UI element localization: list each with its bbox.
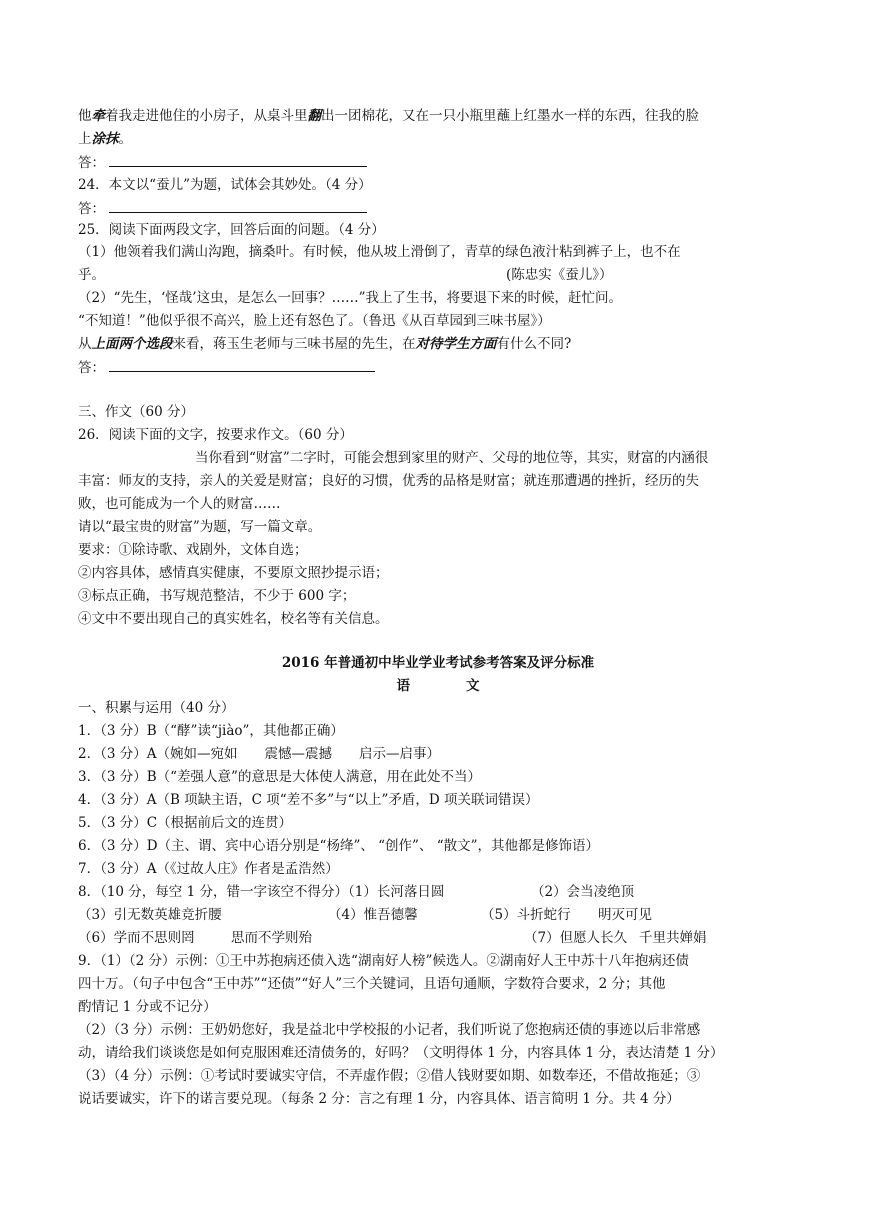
subject-char-2: 文 [466,678,480,694]
answer-line[interactable] [109,152,367,167]
q23-quote-line1 [78,106,699,126]
q25-prompt-b: 来看，蒋玉生老师与三味书屋的先生，在 [172,336,416,352]
answer-8-item-7b: 千里共婵娟 [639,930,707,946]
essay-material-line1: 当你看到“财富”二字时，可能会想到家里的财产、父母的地位等，其实，财富的内涵很 [195,450,709,466]
essay-requirement-3: ③标点正确，书写规范整洁，不少于 600 字； [78,588,356,604]
answer-7: 7．（3 分）A（《过故人庄》作者是孟浩然） [78,861,339,877]
answer-2: 2．（3 分）A（婉如—宛如 震憾—震撼 启示—启事） [78,746,440,762]
answers-part1-heading: 一、积累与运用（40 分） [78,700,235,716]
q25-passage1-line1: （1）他领着我们满山沟跑，摘桑叶。有时候，他从坡上滑倒了，青草的绿色液汁粘到裤子上，也不在 [78,244,681,260]
q25-passage1-source: (陈忠实《蚕儿》） [506,267,613,283]
answer-8-head: 8．（10 分，每空 1 分，错一字该空不得分）（1）长河落日圆 [78,884,445,900]
q24-answer-row [78,198,367,219]
essay-requirement-2: ②内容具体，感情真实健康，不要原文照抄提示语； [78,565,389,581]
q23-emph-3: 涂抹 [91,131,119,147]
q25-prompt-emph-2: 对待学生方面 [415,336,497,352]
answer-label: 答： [78,155,105,171]
essay-requirement-4: ④文中不要出现自己的真实姓名，校名等有关信息。 [78,611,389,627]
answer-8-item-5a: （5）斗折蛇行 [481,907,571,923]
answer-9-line2: 四十万。（句子中包含“王中苏”“还债”“好人”三个关键词，且语句通顺，字数符合要求，2 分；其他 [78,976,666,992]
q25-question: 25．阅读下面两段文字，回答后面的问题。（4 分） [78,222,385,238]
answer-1: 1．（3 分）B（“酵”读“jiào”，其他都正确） [78,723,344,739]
q23-text-a: 他 [78,108,92,124]
answer-6: 6．（3 分）D（主、谓、宾中心语分别是“杨绛”、 “创作”、 “散文”，其他都是修饰语） [78,838,600,854]
answer-9-line5: 动，请给我们谈谈您是如何克服困难还清债务的，好吗？（文明得体 1 分，内容具体 1 分，表达清楚 1 分） [78,1045,724,1061]
q23-text-e: 。 [118,131,132,147]
answer-line[interactable] [109,357,375,372]
answer-label: 答： [78,360,105,376]
answer-key-subject [78,676,798,696]
answer-3: 3．（3 分）B（“差强人意”的意思是大体使人满意，用在此处不当） [78,769,481,785]
subject-char-1: 语 [396,678,410,694]
answer-8-item-2: （2）会当凌绝顶 [531,884,635,900]
answer-line[interactable] [109,198,367,213]
q23-text-c: 出一团棉花，又在一只小瓶里蘸上红墨水一样的东西，往我的脸 [321,108,699,124]
essay-prompt: 请以“最宝贵的财富”为题，写一篇文章。 [78,519,322,535]
q23-emph-2: 翻 [307,108,321,124]
q25-prompt-a: 从 [78,336,92,352]
q23-answer-row [78,152,367,173]
essay-requirement-1: 要求：①除诗歌、戏剧外，文体自选； [78,542,308,558]
q25-prompt-c: 有什么不同? [496,336,572,352]
answer-8-item-3: （3）引无数英雄竞折腰 [78,907,222,923]
q26-question: 26．阅读下面的文字，按要求作文。（60 分） [78,427,353,443]
q23-text-d: 上 [78,131,92,147]
answer-9-line4: （2）（3 分）示例：王奶奶您好，我是益北中学校报的小记者，我们听说了您抱病还债的事迹以后非常感 [78,1022,701,1038]
answer-4: 4．（3 分）A（B 项缺主语，C 项“差不多”与“以上”矛盾，D 项关联词错误） [78,792,539,808]
q23-text-b: 着我走进他住的小房子，从桌斗里 [105,108,308,124]
answer-label: 答： [78,201,105,217]
answer-key-title: 2016 年普通初中毕业学业考试参考答案及评分标准 [281,655,595,671]
answer-9-line1: 9．（1）（2 分）示例：①王中苏抱病还债入选“湖南好人榜”候选人。②湖南好人王中苏十八年抱病还债 [78,953,689,969]
section3-heading: 三、作文（60 分） [78,404,194,420]
q24-question: 24．本文以“蚕儿”为题，试体会其妙处。（4 分） [78,177,372,193]
answer-9-line6: （3）（4 分）示例：①考试时要诚实守信，不弄虚作假；②借人钱财要如期、如数奉还，不借故拖延；③ [78,1068,701,1084]
q23-quote-line2 [78,129,132,149]
q25-passage2-line1: （2）“先生，‘怪哉’这虫，是怎么一回事？……”我上了生书，将要退下来的时候，赶忙问。 [78,290,622,306]
answer-9-line3: 酌情记 1 分或不记分） [78,999,217,1015]
answer-8-item-6b: 思而不学则殆 [231,930,312,946]
answer-8-item-6a: （6）学而不思则罔 [78,930,195,946]
answer-9-line7: 说话要诚实，许下的诺言要兑现。（每条 2 分：言之有理 1 分，内容具体、语言简明 1 分。共 4 分） [78,1091,680,1107]
answer-8-item-5b: 明灭可见 [598,907,652,923]
q25-answer-row [78,357,375,378]
answer-8-item-7a: （7）但愿人长久 [524,930,628,946]
q25-prompt [78,334,571,354]
q25-passage2-line2: “不知道！”他似乎很不高兴，脸上还有怒色了。（鲁迅《从百草园到三味书屋》） [78,313,551,329]
q25-prompt-emph-1: 上面两个选段 [91,336,173,352]
answer-5: 5．（3 分）C（根据前后文的连贯） [78,815,293,831]
answer-8-item-4: （4）惟吾德馨 [328,907,418,923]
q23-emph-1: 牵 [91,108,105,124]
essay-material-line2: 丰富：师友的支持，亲人的关爱是财富；良好的习惯，优秀的品格是财富；就连那遭遇的挫折，经历的失 [78,473,699,489]
essay-material-line3: 败，也可能成为一个人的财富…… [78,496,281,512]
q25-passage1-line2: 乎。 [78,267,105,283]
